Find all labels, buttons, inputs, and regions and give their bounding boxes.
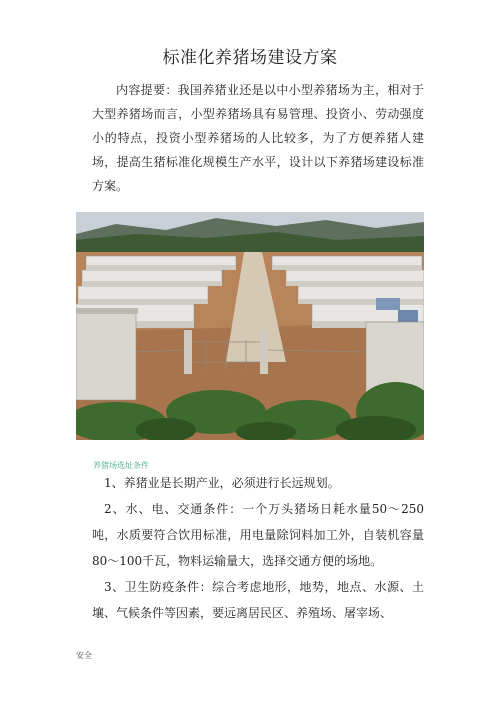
intro-paragraph: 内容提要：我国养猪业还是以中小型养猪场为主，相对于大型养猪场而言，小型养猪场具有易管理、投资小、劳动强度小的特点，投资小型养猪场的人比较多，为了方便养猪人建场，提高生猪标准化规模生产水平，设计以下养猪场建设标准方案。: [92, 83, 424, 193]
pig-farm-photo: [76, 212, 424, 440]
paragraph-3: 3、卫生防疫条件：综合考虑地形，地势，地点、水源、土壤、气候条件等因素，要远离居民区、养殖场、屠宰场、: [92, 580, 424, 620]
paragraph-2: 2、水、电、交通条件：一个万头猪场日耗水量50～250吨，水质要符合饮用标准，用电量除饲料加工外，自装机容量80～100千瓦，物料运输量大，选择交通方便的场地。: [92, 502, 424, 568]
paragraph-1: 1、养猪业是长期产业，必须进行长远规划。: [104, 476, 340, 490]
page-footer: 安全: [76, 651, 92, 660]
document-title: 标准化养猪场建设方案: [162, 48, 338, 68]
photo-caption: 养猪场选址条件: [93, 461, 149, 470]
